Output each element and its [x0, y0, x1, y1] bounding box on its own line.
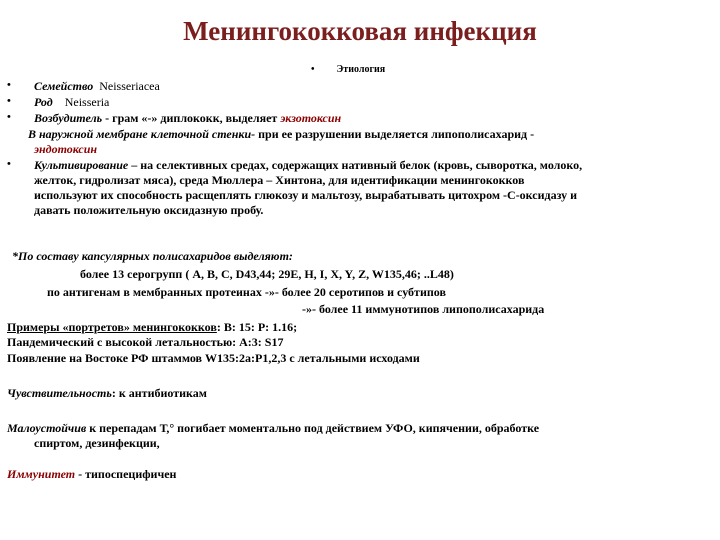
endotoxin-term: эндотоксин — [34, 142, 98, 156]
agent-text: - грам «-» диплококк, выделяет — [105, 111, 278, 125]
agent-label: Возбудитель — [34, 111, 103, 125]
pandemic-line: Пандемический с высокой летальностью: A:3: S17 — [7, 335, 284, 349]
serogroups-line: более 13 серогрупп ( A, B, C, D43,44; 29E, H, I, X, Y, Z, W135,46; ..L48) — [80, 267, 454, 281]
immunity-value: - типоспецифичен — [78, 467, 177, 481]
membrane-label: В наружной мембране клеточной стенки- — [28, 127, 256, 141]
genus-line — [34, 95, 109, 110]
bullet: • — [7, 95, 11, 107]
serotypes-line: по антигенам в мембранных протеинах -»- более 20 серотипов и субтипов — [47, 285, 446, 299]
sensitivity-line — [7, 386, 207, 401]
culture-line-2: желток, гидролизат мяса), среда Мюллера – Хинтона, для идентификации менингококков — [34, 173, 525, 187]
resistance-line-1 — [7, 421, 539, 436]
immunity-line — [7, 467, 176, 482]
culture-label: Культивирование — [34, 158, 129, 172]
culture-text-1: – на селективных средах, содержащих нативный белок (кровь, сыворотка, молоко, — [131, 158, 583, 172]
east-line: Появление на Востоке РФ штаммов W135:2a:P1,2,3 с летальными исходами — [7, 351, 420, 365]
subtitle-line — [311, 64, 385, 75]
immunity-label: Иммунитет — [7, 467, 76, 481]
resistance-text-1: к перепадам Т,° погибает моментально под действием УФО, кипячении, обработке — [89, 421, 540, 435]
exotoxin-term: экзотоксин — [280, 111, 342, 125]
culture-line-3: используют их способность расщеплять глюкозу и мальтозу, вырабатывать цитохром -С-оксидазу и — [34, 188, 578, 202]
family-value: Neisseriacea — [99, 79, 160, 93]
sensitivity-label: Чувствительность — [7, 386, 112, 400]
membrane-line — [28, 127, 534, 142]
agent-line — [34, 111, 341, 126]
polysaccharide-heading — [12, 249, 293, 264]
bullet: • — [7, 158, 11, 170]
bullet: • — [311, 64, 315, 75]
portraits-label: Примеры «портретов» менингококков — [7, 320, 217, 334]
bullet: • — [7, 79, 11, 91]
culture-line-1 — [34, 158, 582, 173]
family-line — [34, 79, 160, 94]
endotoxin-line — [34, 142, 97, 157]
page-title: Менингококковая инфекция — [183, 16, 537, 46]
sensitivity-value: : к антибиотикам — [111, 386, 207, 400]
resistance-line-2: спиртом, дезинфекции, — [34, 436, 160, 450]
immunotypes-line: -»- более 11 иммунотипов липополисахарида — [302, 302, 545, 316]
genus-value: Neisseria — [64, 95, 110, 109]
subtitle-etiology: Этиология — [336, 64, 386, 75]
resistance-label: Малоустойчив — [7, 421, 87, 435]
portraits-line — [7, 320, 297, 335]
genus-label: Род — [34, 95, 53, 109]
portraits-value: : B: 15: P: 1.16; — [216, 320, 298, 334]
culture-line-4: давать положительную оксидазную пробу. — [34, 203, 264, 217]
bullet: • — [7, 111, 11, 123]
polysaccharide-heading-text: *По составу капсулярных полисахаридов выделяют: — [12, 249, 293, 263]
membrane-text: при ее разрушении выделяется липополисахарид - — [258, 127, 535, 141]
family-label: Семейство — [34, 79, 94, 93]
